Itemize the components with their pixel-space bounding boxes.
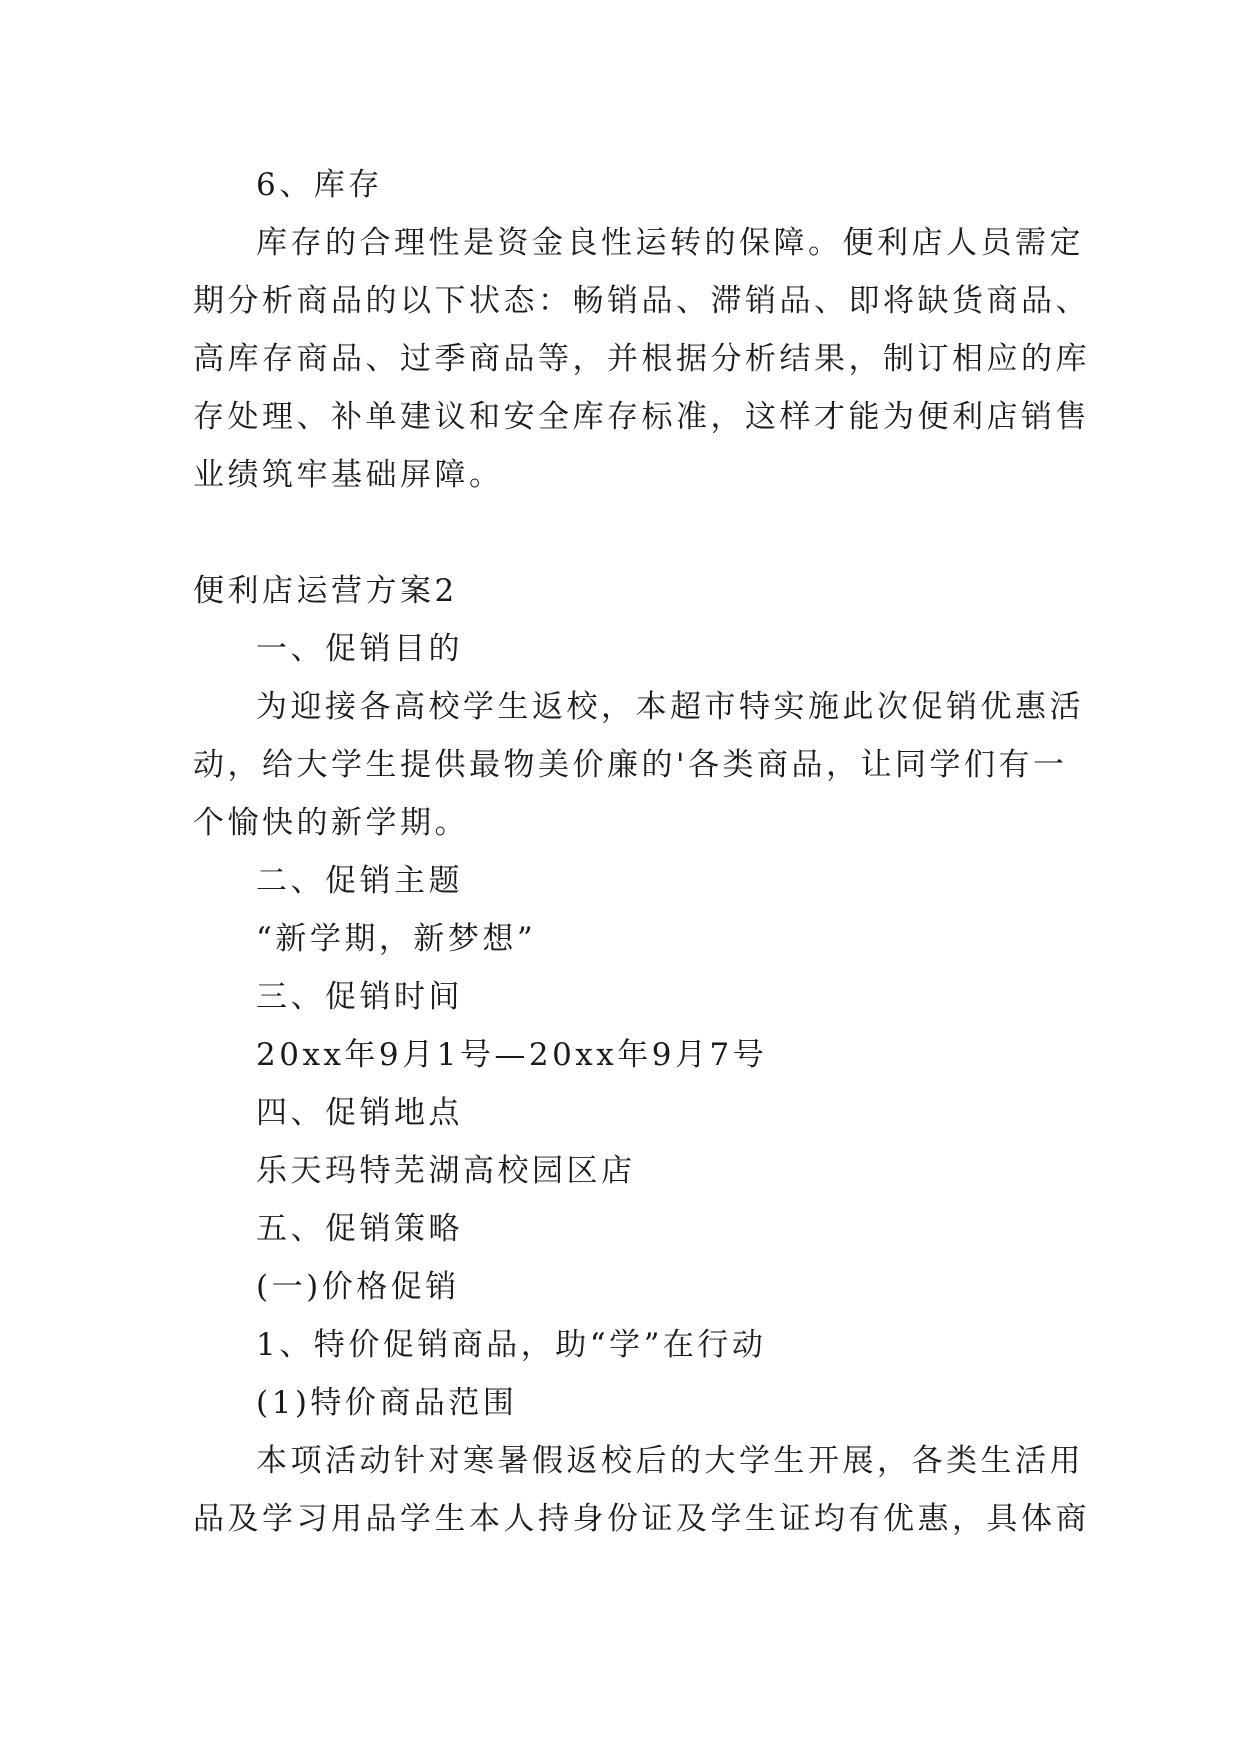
section-heading-goal: 一、促销目的 [256, 631, 463, 667]
paragraph-line: 存处理、补单建议和安全库存标准，这样才能为便利店销售 [193, 399, 1090, 435]
paragraph-line: 库存的合理性是资金良性运转的保障。便利店人员需定 [256, 225, 1084, 261]
subsection-heading-price: (一)价格促销 [256, 1269, 460, 1305]
section-heading-time: 三、促销时间 [256, 979, 463, 1015]
section-heading-strategy: 五、促销策略 [256, 1211, 463, 1247]
item-heading-special: 1、特价促销商品，助“学”在行动 [256, 1327, 767, 1363]
paragraph-line: 高库存商品、过季商品等，并根据分析结果，制订相应的库 [193, 341, 1090, 377]
paragraph-line: 品及学习用品学生本人持身份证及学生证均有优惠，具体商 [193, 1501, 1090, 1537]
paragraph-line: 个愉快的新学期。 [193, 805, 469, 841]
time-text: 20xx年9月1号—20xx年9月7号 [256, 1037, 768, 1073]
theme-text: “新学期，新梦想” [256, 921, 537, 957]
section-heading-location: 四、促销地点 [256, 1095, 463, 1131]
section-heading-inventory: 6、库存 [256, 167, 383, 203]
paragraph-line: 动，给大学生提供最物美价廉的'各类商品，让同学们有一 [193, 747, 1068, 783]
paragraph-line: 本项活动针对寒暑假返校后的大学生开展，各类生活用 [256, 1443, 1084, 1479]
paragraph-line: 业绩筑牢基础屏障。 [193, 457, 504, 493]
item-subheading-scope: (1)特价商品范围 [256, 1385, 518, 1421]
paragraph-line: 期分析商品的以下状态：畅销品、滞销品、即将缺货商品、 [193, 283, 1090, 319]
section-heading-theme: 二、促销主题 [256, 863, 463, 899]
document-title: 便利店运营方案2 [193, 573, 458, 609]
paragraph-line: 为迎接各高校学生返校，本超市特实施此次促销优惠活 [256, 689, 1084, 725]
location-text: 乐天玛特芜湖高校园区店 [256, 1153, 636, 1189]
